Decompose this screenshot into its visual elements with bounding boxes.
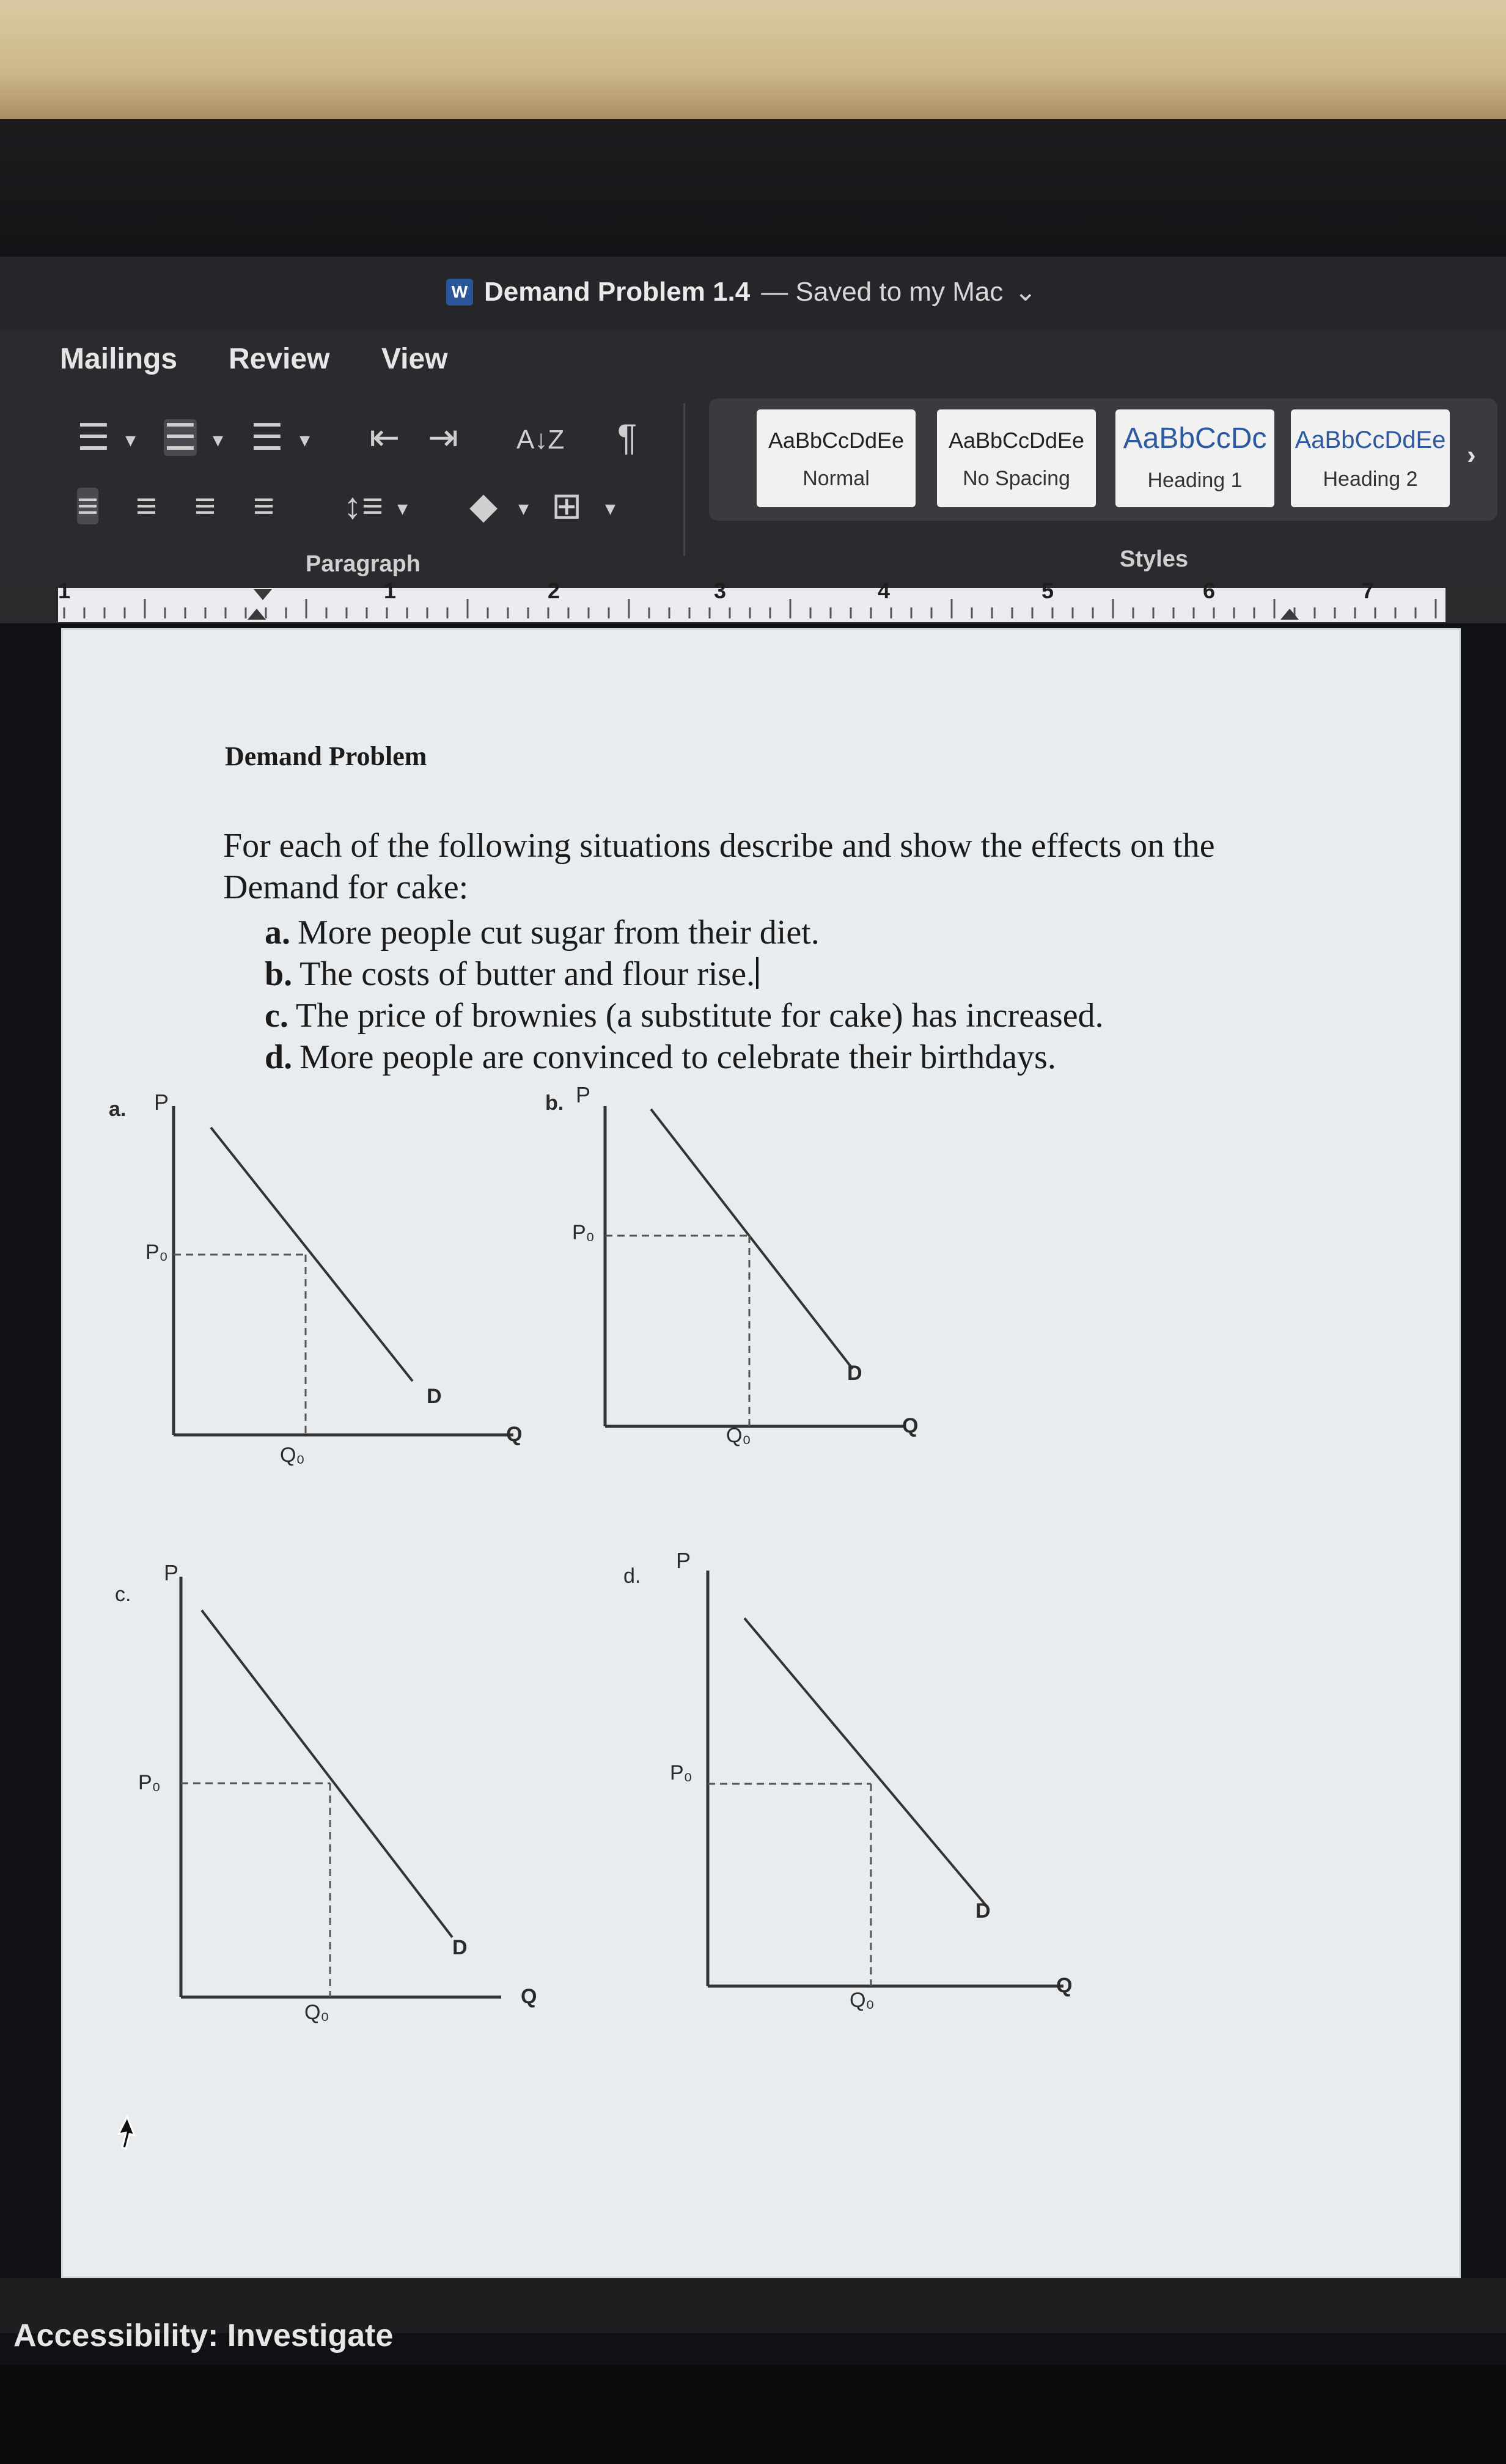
chevron-down-icon[interactable]: ⌄ xyxy=(1014,277,1037,307)
ruler-number: 7 xyxy=(1362,578,1375,603)
price-level-label: P₀ xyxy=(670,1761,692,1784)
graph-label: c. xyxy=(115,1583,131,1606)
ruler-number: 3 xyxy=(714,578,727,603)
list-item xyxy=(265,913,820,952)
left-indent-marker[interactable] xyxy=(248,609,266,620)
tab-mailings[interactable]: Mailings xyxy=(60,343,178,375)
shading-dropdown-icon[interactable]: ▾ xyxy=(518,497,529,520)
ruler-number: 1 xyxy=(58,578,71,603)
paragraph-group-label: Paragraph xyxy=(306,551,421,577)
list-item-letter: c. xyxy=(265,997,288,1035)
ribbon-divider xyxy=(683,403,685,556)
word-app-icon: W xyxy=(446,279,473,306)
style-name: Heading 1 xyxy=(1147,469,1243,492)
style-sample: AaBbCcDc xyxy=(1123,422,1267,455)
quantity-level-label: Q₀ xyxy=(850,1989,875,2012)
list-item xyxy=(265,996,1104,1035)
mouse-pointer-icon xyxy=(110,2114,147,2157)
ruler-number: 6 xyxy=(1203,578,1216,603)
ruler-number: 2 xyxy=(548,578,560,603)
intro-line: For each of the following situations describe and show the effects on the xyxy=(223,827,1215,865)
demand-graph-a[interactable] xyxy=(98,1082,550,1473)
style-name: No Spacing xyxy=(963,467,1070,490)
demand-label: D xyxy=(847,1362,862,1385)
price-level-label: P₀ xyxy=(572,1221,595,1244)
style-heading-2[interactable] xyxy=(1291,409,1450,507)
increase-indent-icon[interactable]: ⇥ xyxy=(428,417,459,458)
demand-label: D xyxy=(452,1936,468,1959)
document-title[interactable] xyxy=(446,276,1037,307)
justify-icon[interactable]: ≡ xyxy=(253,485,275,526)
ruler-ticks xyxy=(58,588,1445,622)
monitor-bezel-top xyxy=(0,119,1506,257)
ruler-number: 1 xyxy=(384,578,397,603)
quantity-axis-label: Q xyxy=(506,1423,523,1446)
list-item-text: The price of brownies (a substitute for cake) has increased. xyxy=(295,997,1104,1035)
demand-curve xyxy=(651,1109,853,1369)
shading-icon[interactable]: ◆ xyxy=(469,485,498,526)
accessibility-status[interactable]: Accessibility: Investigate xyxy=(13,2318,394,2353)
list-item xyxy=(265,1038,1056,1077)
list-item-text: The costs of butter and flour rise. xyxy=(299,955,755,993)
demand-graph-b[interactable] xyxy=(538,1076,1002,1467)
graph-label: b. xyxy=(545,1091,564,1115)
style-sample: AaBbCcDdEe xyxy=(948,428,1085,453)
quantity-axis-label: Q xyxy=(1056,1974,1073,1997)
styles-more-icon[interactable]: › xyxy=(1467,440,1476,470)
document-heading: Demand Problem xyxy=(225,741,427,771)
demand-curve xyxy=(202,1610,452,1937)
line-spacing-dropdown-icon[interactable]: ▾ xyxy=(397,497,408,520)
align-right-icon[interactable]: ≡ xyxy=(194,485,216,526)
price-axis-label: P xyxy=(676,1548,691,1573)
styles-group-label: Styles xyxy=(1120,546,1188,572)
style-name: Normal xyxy=(803,467,870,490)
demand-label: D xyxy=(427,1385,442,1408)
multilevel-dropdown-icon[interactable]: ▾ xyxy=(299,428,310,452)
demand-label: D xyxy=(975,1899,991,1923)
list-item xyxy=(265,955,759,994)
style-name: Heading 2 xyxy=(1323,468,1418,491)
style-sample: AaBbCcDdEe xyxy=(768,428,905,453)
quantity-level-label: Q₀ xyxy=(280,1443,305,1467)
numbering-icon[interactable]: ☰ xyxy=(164,417,197,458)
sort-icon[interactable]: A↓Z xyxy=(516,425,565,455)
borders-dropdown-icon[interactable]: ▾ xyxy=(605,497,616,520)
align-left-icon[interactable]: ≡ xyxy=(77,485,99,526)
pilcrow-icon[interactable]: ¶ xyxy=(617,417,637,458)
style-normal[interactable] xyxy=(757,409,916,507)
list-item-letter: d. xyxy=(265,1038,293,1076)
demand-curve xyxy=(744,1618,987,1907)
demand-graph-d[interactable] xyxy=(611,1546,1112,2035)
borders-icon[interactable]: ⊞ xyxy=(551,485,582,526)
save-status: — Saved to my Mac xyxy=(761,276,1004,307)
list-item-text: More people cut sugar from their diet. xyxy=(298,914,820,952)
document-name: Demand Problem 1.4 xyxy=(484,276,751,307)
style-no-spacing[interactable] xyxy=(937,409,1096,507)
document-intro xyxy=(223,825,1293,908)
list-item-letter: b. xyxy=(265,955,293,993)
right-indent-marker[interactable] xyxy=(1280,609,1299,620)
tab-view[interactable]: View xyxy=(381,343,448,375)
graph-label: a. xyxy=(109,1098,127,1121)
monitor-bezel-bottom xyxy=(0,2365,1506,2464)
bullets-icon[interactable]: ☰ xyxy=(77,417,110,458)
multilevel-list-icon[interactable]: ☰ xyxy=(251,417,284,458)
graph-label: d. xyxy=(623,1564,641,1588)
align-center-icon[interactable]: ≡ xyxy=(136,485,158,526)
price-axis-label: P xyxy=(576,1082,591,1107)
tab-review[interactable]: Review xyxy=(229,343,330,375)
price-axis-label: P xyxy=(154,1090,169,1115)
list-item-text: More people are convinced to celebrate their birthdays. xyxy=(299,1038,1056,1076)
style-sample: AaBbCcDdEe xyxy=(1295,427,1446,453)
text-cursor xyxy=(756,957,759,989)
background-wall xyxy=(0,0,1506,119)
price-axis-label: P xyxy=(164,1560,179,1585)
intro-line: Demand for cake: xyxy=(223,868,469,906)
price-level-label: P₀ xyxy=(145,1241,168,1264)
style-heading-1[interactable] xyxy=(1115,409,1274,507)
price-level-label: P₀ xyxy=(138,1771,161,1794)
list-item-letter: a. xyxy=(265,914,290,952)
quantity-axis-label: Q xyxy=(521,1985,537,2008)
line-spacing-icon[interactable]: ↕≡ xyxy=(343,485,384,526)
demand-graph-c[interactable] xyxy=(110,1552,562,2041)
bullets-dropdown-icon[interactable]: ▾ xyxy=(125,428,136,452)
quantity-level-label: Q₀ xyxy=(304,2001,329,2024)
numbering-dropdown-icon[interactable]: ▾ xyxy=(213,428,224,452)
ruler-number: 4 xyxy=(878,578,891,603)
first-line-indent-marker[interactable] xyxy=(254,589,272,600)
quantity-level-label: Q₀ xyxy=(726,1424,751,1447)
decrease-indent-icon[interactable]: ⇤ xyxy=(369,417,400,458)
ruler-number: 5 xyxy=(1041,578,1054,603)
quantity-axis-label: Q xyxy=(902,1414,919,1437)
